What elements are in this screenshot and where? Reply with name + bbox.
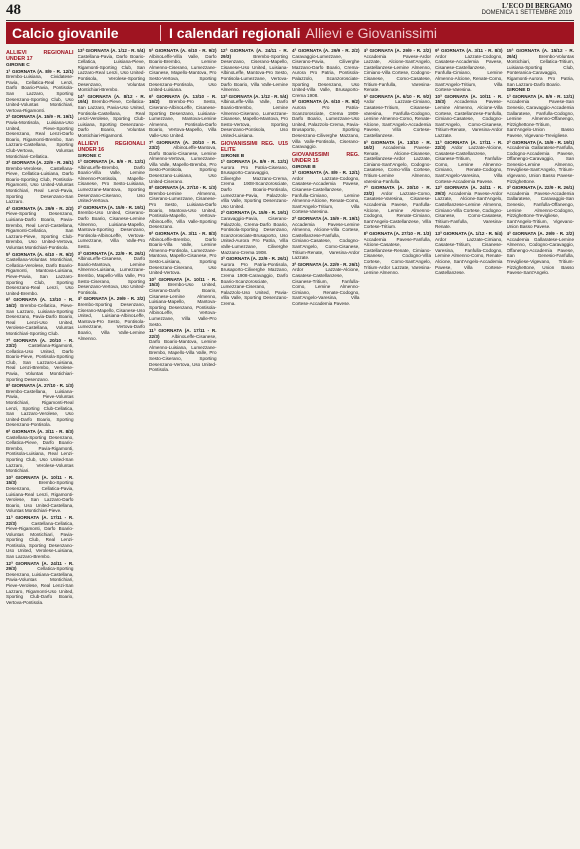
page-number: 48: [6, 2, 21, 18]
matchday-label: 5ª GIORNATA (A. 6/10 - R. 9/2): [6, 251, 74, 257]
matchday-label: 2ª GIORNATA (A. 15/9 - R. 19/1): [6, 114, 74, 120]
matchday-fixtures: Accademia Pavese-Lemine Almenno, Alcione-Villa Cortese, Castellanzese-Fanfulla, Cimiano-Casatese, Codogno-Sant'Angelo, Como-Cisanese, Tritium-Renate, Varesina-Ardor Lazzate.: [435, 99, 503, 138]
matchday-entry: [435, 185, 503, 230]
matchday-entry: [149, 277, 217, 327]
text-column: [149, 48, 217, 844]
matchday-label: 3ª GIORNATA (A. 22/9 - R. 26/1): [292, 261, 360, 267]
matchday-entry: [6, 429, 74, 474]
matchday-fixtures: Castellana-Cellatica, Pieve-Rigamonti, Darfo Boario-Voluntas Montichiari, Pavia-Sporting Club, Real Lenzi-Pontisola, Sporting Desenzano-Uso United, Verolese-Luisiana, San Lazzaro-Brembo.: [6, 520, 74, 560]
category-heading: GIOVANISSIMI REG. U15 ELITE: [220, 140, 288, 153]
matchday-entry: [6, 515, 74, 560]
matchday-fixtures: Accademia Pavese-Lemine Almenno, Alcione-Villa Cortese, Castellanzese-Fanfulla, Cimiano-Casatese, Codogno-Sant'Angelo, Como-Cisanese, Tritium-Renate, Varesina-Ardor Lazzate.: [292, 221, 360, 261]
matchday-label: 13ª GIORNATA (A. 1/12 - R. 5/4): [77, 48, 145, 53]
matchday-fixtures: Brembo-Castellana, Luisiana-Pavia, Pieve-Voluntas Montichiari, Rigamonti-Real Lenzi, Sporting Club-Cellatica, San Lazzaro-Verolese, Uso United-Darfo Boario, Sporting Desenzano-Pontisola.: [6, 388, 74, 428]
matchday-entry: [507, 94, 575, 139]
matchday-entry: [6, 297, 74, 336]
matchday-fixtures: Brembo-Sporting Desenzano, Cellatica-Pavia, Luisiana-Real Lenzi, Rigamonti-Verolese, San Lazzaro-Darfo Boario, Uso United-Castellana, Voluntas Montichiari-Pieve.: [6, 480, 74, 514]
matchday-entry: [6, 561, 74, 606]
matchday-entry: [507, 231, 575, 276]
matchday-label: 4ª GIORNATA (A. 29/9 - R. 2/2): [77, 296, 145, 302]
matchday-label: 8ª GIORNATA (A. 27/10 - R. 1/3): [363, 231, 431, 236]
section-name: Calcio giovanile: [12, 25, 119, 41]
matchday-entry: [364, 185, 432, 230]
matchday-label: 6ª GIORNATA (A. 13/10 - R. 16/2): [149, 93, 217, 105]
matchday-label: 3ª GIORNATA (A. 22/9 - R. 26/1): [77, 250, 145, 256]
matchday-entry: [435, 231, 503, 276]
matchday-label: 4ª GIORNATA (A. 29/9 - R. 2/2): [506, 231, 574, 236]
matchday-entry: [149, 94, 217, 139]
matchday-fixtures: Aurora Pro Patria-Scanzorosciate, Crema 1908-Darfo Boario, Lumezzane-Uso United, Palazzolo-Crema, Pavia-Brusaporto, Sporting Desenzano-Ciliverghe Mazzano, Villa Valle-Pontisola, Ciserano-Caravaggio.: [292, 104, 360, 150]
matchday-fixtures: Castellana-Sporting Desenzano, Cellatica-Pieve, Darfo Boario-Brembo, Pavia-Rigamonti, Pontisola-Luisiana, Real Lenzi-Sporting Club, Uso United-San Lazzaro, Verolese-Voluntas Montichiari.: [6, 434, 74, 474]
matchday-entry: [221, 210, 289, 255]
matchday-fixtures: Accademia Pavese-Accademia Gallaratese, Caravaggio-San Genesio, Fanfulla-Offanengo, Lemine Almenno-Codogno, Pizzighettone-Trevigliese, Sant'Angelo-Tritium, Vigevano-Union Basso Pavese.: [506, 190, 574, 230]
matchday-entry: [292, 48, 360, 98]
matchday-fixtures: AlbinoLeffe-Brembo, Darfo Boario-Villa Valle, Lemine Almenno-Pontisola, Lumezzane-Mantova, Mapello-Cisanese, Pro Sesto-Luisiana, Sporting Desenzano-Ciserano, Uso United-Vertova.: [149, 236, 217, 276]
matchday-label: 4ª GIORNATA (A. 29/9 - R. 2/2): [292, 48, 360, 53]
matchday-label: 9ª GIORNATA (A. 3/11 - R. 8/3): [435, 48, 503, 53]
matchday-label: 1ª GIORNATA (A. 8/9 - R. 12/1): [77, 159, 145, 165]
matchday-label: 7ª GIORNATA (A. 20/10 - R. 23/2): [363, 185, 431, 196]
matchday-entry: [221, 94, 289, 139]
matchday-label: 14ª GIORNATA (A. 8/12 - R. 19/4): [77, 93, 145, 105]
matchday-entry: [507, 48, 575, 87]
matchday-fixtures: Brembo-Uso United, Ciserano-Darfo Boario, Cisanese-Lemine Almenno, Luisiana-Mapello, Mantova-Sporting Desenzano, Pontisola-AlbinoLeffe, Vertova-Lumezzane, Villa Valle-Pro Sesto.: [77, 210, 145, 249]
matchday-entry: [6, 475, 74, 514]
matchday-entry: [364, 48, 432, 93]
matchday-fixtures: Pieve-Sporting Desenzano, Luisiana-Darfo Boario, Pavia-Brembo, Real Lenzi-Castellana, Rigamonti-Cellatica, San Lazzaro-Pieve, Sporting Club-Brembo, Uso United-Vertova, Voluntas Montichiari-Pontisola.: [6, 211, 74, 250]
matchday-fixtures: Accademia Pavese-Ardor Lazzate, Alcione-Sant'Angelo, Castellanzese-Lemine Almenno, Cimiano-Villa Cortese, Codogno-Cisanese, Como-Casatese, Tritium-Fanfulla, Varesina-Renate.: [435, 190, 503, 230]
matchday-entry: [149, 231, 217, 276]
matchday-label: 5ª GIORNATA (A. 6/10 - R. 9/2): [149, 48, 217, 53]
calendar-columns: [6, 48, 574, 844]
matchday-label: 6ª GIORNATA (A. 13/10 - R. 16/2): [363, 139, 431, 151]
matchday-label: 3ª GIORNATA (A. 22/9 - R. 26/1): [506, 185, 574, 191]
matchday-label: 5ª GIORNATA (A. 6/10 - R. 9/2): [363, 93, 431, 99]
matchday-label: 2ª GIORNATA (A. 15/9 - R. 19/1): [220, 210, 288, 216]
matchday-entry: [221, 256, 289, 306]
matchday-label: 2ª GIORNATA (A. 15/9 - R. 19/1): [292, 216, 360, 222]
matchday-fixtures: Brembo-Sporting Desenzano, Ciserano-Mapello, Cisanese-Uso United, Luisiana-AlbinoLeffe, Mantova-Pro Sesto, Pontisola-Lumezzane, Vertova-Darfo Boario, Villa Valle-Lemine Almenno.: [77, 301, 145, 341]
masthead: [482, 3, 572, 17]
matchday-label: 12ª GIORNATA (A. 24/11 - R. 29/3): [220, 48, 288, 59]
newspaper-name: L'ECO DI BERGAMO: [501, 2, 572, 10]
matchday-label: 1ª GIORNATA (A. 8/9 - R. 12/1): [6, 68, 74, 74]
matchday-label: 13ª GIORNATA (A. 1/12 - R. 5/4): [435, 231, 503, 236]
matchday-fixtures: Brembo-Cellatica, Pieve-San Lazzaro, Luisiana-Sporting Desenzano, Pavia-Darfo Boario, Real Lenzi-Uso United, Verolese-Castellana, Voluntas Montichiari-Sporting Club.: [6, 302, 74, 336]
category-heading: ALLIEVI REGIONALI UNDER 16: [77, 140, 145, 153]
matchday-label: 2ª GIORNATA (A. 15/9 - R. 19/1): [77, 204, 145, 210]
matchday-fixtures: Accademia Pavese-Fanfulla, Alcione-Casatese, Castellanzese-Renate, Cimiano-Cisanese, Codogno-Villa Cortese, Como-Sant'Angelo, Tritium-Ardor Lazzate, Varesina-Lemine Almenno.: [363, 236, 431, 276]
group-heading: GIRONE B: [220, 153, 245, 159]
matchday-label: 11ª GIORNATA (A. 17/11 - R. 22/3): [435, 139, 503, 151]
matchday-entry: [364, 140, 432, 185]
matchday-fixtures: Ardor Lazzate-Como, Casatese-Varesina, Cisanese-Accademia Pavese, Fanfulla-Alcione, Lemine Almenno-Codogno, Renate-Cimiano, Sant'Angelo-Castellanzese, Villa Cortese-Tritium.: [363, 190, 431, 230]
matchday-fixtures: Castellana-Rigamonti, Cellatica-Uso United, Darfo Boario-Pieve, Pontisola-Sporting Club, San Lazzaro-Luisiana, Real Lenzi-Brembo, Verolese-Pavia, Voluntas Montichiari-Sporting Desenzano.: [6, 343, 74, 382]
matchday-fixtures: Ardor Lazzate-Alcione, Casatese-Castellanzese, Cisanese-Tritium, Fanfulla-Como, Lemine Almenno-Cimiano, Renate-Codogno, Sant'Angelo-Varesina, Villa Cortese-Accademia Pavese.: [435, 145, 503, 184]
matchday-entry: [149, 185, 217, 230]
matchday-entry: [6, 114, 74, 159]
matchday-label: 1ª GIORNATA (A. 8/9 - R. 12/1): [220, 159, 288, 165]
matchday-entry: [435, 48, 503, 93]
matchday-entry: [221, 48, 289, 93]
matchday-label: 12ª GIORNATA (A. 24/11 - R. 29/3): [6, 560, 74, 572]
matchday-fixtures: Caravaggio-Lumezzane, Ciserano-Pavia, Ciliverghe Mazzano-Darfo Boario, Crema-Aurora Pro Patria, Pontisola-Palazzolo, Scanzorosciate-Sporting Desenzano, Uso United-Villa Valle, Brusaporto-Crema 1908.: [292, 53, 360, 98]
matchday-label: 7ª GIORNATA (A. 20/10 - R. 23/2): [6, 337, 74, 349]
group-heading: GIRONE C: [77, 153, 102, 159]
matchday-fixtures: Ardor Lazzate-Cimiano, Casatese-Tritium, Cisanese-Varesina, Fanfulla-Codogno, Lemine Almenno-Como, Renate-Alcione, Sant'Angelo-Accademia Pavese, Villa Cortese-Castellanzese.: [435, 236, 503, 276]
matchday-fixtures: Aurora Pro Patria-Pontisola, Brusaporto-Ciliverghe Mazzano, Crema 1908-Caravaggio, Darfo Boario-Scanzorosciate, Lumezzane-Ciserano, Palazzolo-Uso United, Pavia-Villa Valle, Sporting Desenzano-Crema.: [220, 261, 288, 306]
group-heading: GIRONE B: [292, 164, 316, 170]
matchday-fixtures: Brembo-Lemine Almenno, Ciserano-Lumezzane, Cisanese-Pro Sesto, Luisiana-Darfo Boario, Mantova-Uso United, Pontisola-Mapello, Vertova-AlbinoLeffe, Villa Valle-Sporting Desenzano.: [149, 190, 217, 230]
matchday-entry: [435, 94, 503, 139]
matchday-label: 7ª GIORNATA (A. 20/10 - R. 23/2): [149, 139, 217, 151]
matchday-fixtures: AlbinoLeffe-Villa Valle, Darfo Boario-Brembo, Lemine Almenno-Ciserano, Lumezzane-Cisanese, Mapello-Mantova, Pro Sesto-Vertova, Sporting Desenzano-Pontisola, Uso United-Luisiana.: [149, 53, 217, 93]
banner-divider: [160, 25, 161, 41]
matchday-fixtures: Aurora Pro Patria-Ciserano, Brusaporto-Caravaggio, Ciliverghe Mazzano-Crema, Crema 1908-Scanzorosciate, Darfo Boario-Pontisola, Lumezzane-Pavia, Palazzolo-Villa Valle, Sporting Desenzano-Uso United.: [220, 164, 288, 209]
matchday-fixtures: Ardor Lazzate-Cimiano, Casatese-Tritium, Cisanese-Varesina, Fanfulla-Codogno, Lemine Almenno-Como, Renate-Alcione, Sant'Angelo-Accademia Pavese, Villa Cortese-Castellanzese.: [363, 99, 431, 138]
matchday-entry: [149, 328, 217, 373]
banner-subtitle: Allievi e Giovanissimi: [305, 25, 437, 41]
matchday-label: 4ª GIORNATA (A. 29/9 - R. 2/2): [6, 205, 74, 211]
matchday-fixtures: Caravaggio-Pavia, Ciserano-Palazzolo, Crema-Darfo Boario, Pontisola-Sporting Desenzano, Scanzorosciate-Brusaporto, Uso United-Aurora Pro Patria, Villa Valle-Lumezzane, Ciliverghe Mazzano-Crema 1908.: [220, 216, 288, 255]
text-column: [78, 48, 146, 844]
matchday-entry: [292, 262, 360, 307]
matchday-label: 11ª GIORNATA (A. 17/11 - R. 22/3): [149, 328, 217, 339]
matchday-label: 1ª GIORNATA (A. 8/9 - R. 12/1): [506, 93, 574, 99]
matchday-entry: [149, 140, 217, 185]
matchday-label: 5ª GIORNATA (A. 6/10 - R. 9/2): [292, 99, 360, 105]
matchday-fixtures: Pavia-Montisola, Luisiana-Uso United, Pieve-Sporting Desenzano, Real Lenzi-Darfo Boario, Rigamonti-Brembo, San Lazzaro-Castellana, Sporting Club-Vertova, Voluntas Montichiari-Cellatica.: [6, 119, 74, 159]
matchday-fixtures: AlbinoLeffe-Mantova, Darfo Boario-Cisanese, Lemine Almenno-Vertova, Lumezzane-Villa Valle, Mapello-Brembo, Pro Sesto-Pontisola, Sporting Desenzano-Luisiana, Uso United-Ciserano.: [149, 145, 217, 184]
matchday-fixtures: Brembo-Pro Sesto, Ciserano-AlbinoLeffe, Cisanese-Sporting Desenzano, Luisiana-Lumezzane, Mantova-Lemine Almenno, Pontisola-Darfo Boario, Vertova-Mapello, Villa Valle-Uso United.: [149, 99, 217, 138]
matchday-entry: [78, 205, 146, 250]
matchday-label: 1ª GIORNATA (A. 8/9 - R. 12/1): [292, 170, 360, 176]
matchday-label: 13ª GIORNATA (A. 1/12 - R. 5/4): [220, 93, 288, 99]
text-column: [221, 48, 289, 844]
matchday-entry: [78, 251, 146, 296]
category-heading: ALLIEVI REGIONALI UNDER 17: [6, 50, 74, 62]
matchday-entry: [6, 338, 74, 383]
matchday-label: 6ª GIORNATA (A. 13/10 - R. 16/2): [6, 297, 74, 308]
matchday-entry: [6, 383, 74, 428]
matchday-fixtures: AlbinoLeffe-Brembo, Darfo Boario-Villa Valle, Lemine Almenno-Pontisola, Mapello-Cisanese, Pro Sesto-Luisiana, Lumezzane-Mantova, Sporting Desenzano-Ciserano, Uso United-Vertova.: [77, 164, 145, 204]
matchday-label: 9ª GIORNATA (A. 3/11 - R. 8/3): [149, 231, 217, 236]
matchday-label: 3ª GIORNATA (A. 22/9 - R. 26/1): [6, 160, 74, 166]
section-banner: [6, 22, 574, 44]
matchday-label: 8ª GIORNATA (A. 27/10 - R. 1/3): [149, 185, 217, 191]
text-column: [364, 48, 432, 844]
text-column: [435, 48, 503, 844]
matchday-fixtures: AlbinoLeffe-Cisanese, Darfo Boario-Mantova, Lemine Almenno-Luisiana, Lumezzane-Brembo, Mapello-Villa Valle, Pro Sesto-Ciserano, Sporting Desenzano-Vertova, Uso United-Pontisola.: [149, 333, 217, 373]
matchday-fixtures: AlbinoLeffe-Villa Valle, Darfo Boario-Brembo, Lemine Almenno-Ciserano, Lumezzane-Cisanese, Mapello-Mantova, Pro Sesto-Vertova, Sporting Desenzano-Pontisola, Uso United-Luisiana.: [220, 99, 288, 138]
matchday-entry: [149, 48, 217, 93]
matchday-fixtures: Brembo-Voluntas Montichiari, Cellatica-Tritium, Luisiana-Sporting Club, Ponteranica-Caravaggio, Rigamonti-Aurora Pro Patria, San Lazzaro-Darfo Boario.: [506, 53, 574, 87]
matchday-fixtures: Brembo-Uso United, Ciserano-Darfo Boario, Cisanese-Lemine Almenno, Luisiana-Mapello, Mantova-Sporting Desenzano, Pontisola-AlbinoLeffe, Vertova-Lumezzane, Villa Valle-Pro Sesto.: [149, 282, 217, 327]
group-heading: GIRONE D: [506, 88, 531, 94]
group-heading: GIRONE C: [6, 63, 30, 68]
matchday-entry: [507, 185, 575, 230]
matchday-fixtures: Castellana-Voluntas Montichiari, Cellatica-Verolese, Darfo Boario-Rigamonti, Mantova-Luisiana, Pieve-Pavia, San Lazzaro-Sporting Club, Sporting Desenzano-Real Lenzi, Uso United-Brembo.: [6, 257, 74, 296]
category-heading: GIOVANISSIMI REG. UNDER 15: [292, 151, 360, 164]
matchday-entry: [6, 252, 74, 297]
matchday-fixtures: Accademia Gallaratese-Lemine Almenno, Codogno-Caravaggio, Offanengo-Accademia Pavese, San Genesio-Fanfulla, Trevigliese-Vigevano, Tritium-Pizzighettone, Union Basso Pavese-Sant'Angelo.: [506, 236, 574, 276]
matchday-fixtures: Castellana-Pavia, Darfo Boario-Cellatica, Luisiana-Pieve, Rigamonti-Sporting Club, San Lazzaro-Real Lenzi, Uso United-Pontisola, Verolese-Sporting Desenzano, Voluntas Montichiari-Brembo.: [77, 53, 145, 93]
banner-title: I calendari regionali: [169, 25, 301, 41]
matchday-fixtures: Cellatica-Sporting Desenzano, Luisiana-Castellana, Pavia-Voluntas Montichiari, Pieve-Verolese, Real Lenzi-San Lazzaro, Rigamonti-Uso United, Sporting Club-Darfo Boario, Vertova-Pontisola.: [6, 566, 74, 605]
matchday-entry: [292, 170, 360, 215]
matchday-label: 15ª GIORNATA (A. 15/12 - R. 26/4): [506, 48, 574, 59]
matchday-label: 10ª GIORNATA (A. 10/11 - R. 15/3): [435, 93, 503, 105]
matchday-entry: [364, 231, 432, 276]
matchday-label: 2ª GIORNATA (A. 15/9 - R. 19/1): [506, 139, 574, 145]
matchday-fixtures: Ardor Lazzate-Codogno, Casatese-Accademia Pavese, Cisanese-Castellanzese, Fanfulla-Cimiano, Lemine Almenno-Alcione, Renate-Como, Sant'Angelo-Tritium, Villa Cortese-Varesina.: [292, 175, 360, 215]
text-column: [6, 48, 74, 844]
matchday-fixtures: Brembo-Verolese, Castellana-Pieve, Cellatica-Luisiana, Darfo Boario-Sporting Club, Pontisola-Rigamonti, Uso United-Voluntas Montichiari, Real Lenzi-Pavia, Sporting Desenzano-San Lazzaro.: [6, 165, 74, 205]
matchday-fixtures: AlbinoLeffe-Cisanese, Darfo Boario-Mantova, Lemine Almenno-Luisiana, Lumezzane-Brembo, Mapello-Villa Valle, Pro Sesto-Ciserano, Sporting Desenzano-Vertova, Uso United-Pontisola.: [77, 256, 145, 295]
matchday-fixtures: Ardor Lazzate-Codogno, Casatese-Accademia Pavese, Cisanese-Castellanzese, Fanfulla-Cimiano, Lemine Almenno-Alcione, Renate-Como, Sant'Angelo-Tritium, Villa Cortese-Varesina.: [435, 53, 503, 93]
matchday-entry: [292, 99, 360, 149]
matchday-fixtures: Ardor Lazzate-Alcione, Casatese-Castellanzese, Cisanese-Tritium, Fanfulla-Como, Lemine Almenno-Cimiano, Renate-Codogno, Sant'Angelo-Varesina, Villa Cortese-Accademia Pavese.: [292, 267, 360, 306]
matchday-entry: [78, 159, 146, 204]
matchday-label: 8ª GIORNATA (A. 27/10 - R. 1/3): [6, 383, 74, 389]
header-rule: [6, 20, 574, 21]
matchday-fixtures: Accademia Pavese-Renate, Alcione-Cisanese, Castellanzese-Ardor Lazzate, Cimiano-Sant'Angelo, Codogno-Casatese, Como-Villa Cortese, Tritium-Lemine Almenno, Varesina-Fanfulla.: [363, 145, 431, 184]
matchday-entry: [435, 140, 503, 185]
matchday-entry: [78, 296, 146, 341]
matchday-label: 12ª GIORNATA (A. 24/11 - R. 29/3): [435, 185, 503, 196]
matchday-label: 9ª GIORNATA (A. 3/11 - R. 8/3): [6, 429, 74, 434]
matchday-entry: [507, 140, 575, 185]
text-column: [507, 48, 575, 844]
matchday-label: 4ª GIORNATA (A. 29/9 - R. 2/2): [363, 48, 431, 53]
matchday-label: 10ª GIORNATA (A. 10/11 - R. 15/3): [149, 276, 217, 288]
matchday-fixtures: Accademia Gallaratese-Fanfulla, Codogno-Accademia Pavese, Offanengo-Caravaggio, San Genesio-Lemine Almenno, Trevigliese-Sant'Angelo, Tritium-Vigevano, Union Basso Pavese-Pizzighettone.: [506, 145, 574, 184]
text-column: [292, 48, 360, 844]
matchday-fixtures: Brembo-Luisiana, Cividatese-Pavia, Cellatica-Real Lenzi, Darfo Boario-Pavia, Pontisola-San Lazzaro, Sporting Desenzano-Sporting Club, Uso United-Voluntas Montichiari, Vertova-Rigamonti.: [6, 74, 74, 113]
matchday-fixtures: Brembo-Pieve, Cellatica-San Lazzaro, Pavia-Uso United, Pontisola-Castellana, Real Lenzi-Verolese, Sporting Club-Luisiana, Sporting Desenzano-Darfo Boario, Voluntas Montichiari-Rigamonti.: [77, 99, 145, 138]
matchday-entry: [6, 69, 74, 114]
matchday-entry: [221, 159, 289, 209]
matchday-fixtures: Accademia Pavese-San Genesio, Caravaggio-Accademia Gallaratese, Fanfulla-Codogno, Lemine Almenno-Offanengo, Pizzighettone-Tritium, Sant'Angelo-Union Basso Pavese, Vigevano-Trevigliese.: [506, 99, 574, 138]
matchday-entry: [292, 216, 360, 261]
matchday-entry: [364, 94, 432, 139]
matchday-label: 11ª GIORNATA (A. 17/11 - R. 22/3): [6, 514, 74, 526]
matchday-fixtures: Accademia Pavese-Ardor Lazzate, Alcione-Sant'Angelo, Castellanzese-Lemine Almenno, Cimiano-Villa Cortese, Codogno-Cisanese, Como-Casatese, Tritium-Fanfulla, Varesina-Renate.: [363, 53, 431, 93]
matchday-entry: [78, 94, 146, 139]
matchday-entry: [6, 160, 74, 205]
page-header: [0, 0, 580, 22]
matchday-label: 10ª GIORNATA (A. 10/11 - R. 15/3): [6, 474, 74, 486]
matchday-fixtures: Brembo-Sporting Desenzano, Ciserano-Mapello, Cisanese-Uso United, Luisiana-AlbinoLeffe, Mantova-Pro Sesto, Pontisola-Lumezzane, Vertova-Darfo Boario, Villa Valle-Lemine Almenno.: [220, 53, 288, 93]
matchday-label: 3ª GIORNATA (A. 22/9 - R. 26/1): [220, 256, 288, 262]
matchday-entry: [6, 206, 74, 251]
issue-date: DOMENICA 1 SETTEMBRE 2019: [481, 10, 572, 16]
matchday-entry: [78, 48, 146, 93]
